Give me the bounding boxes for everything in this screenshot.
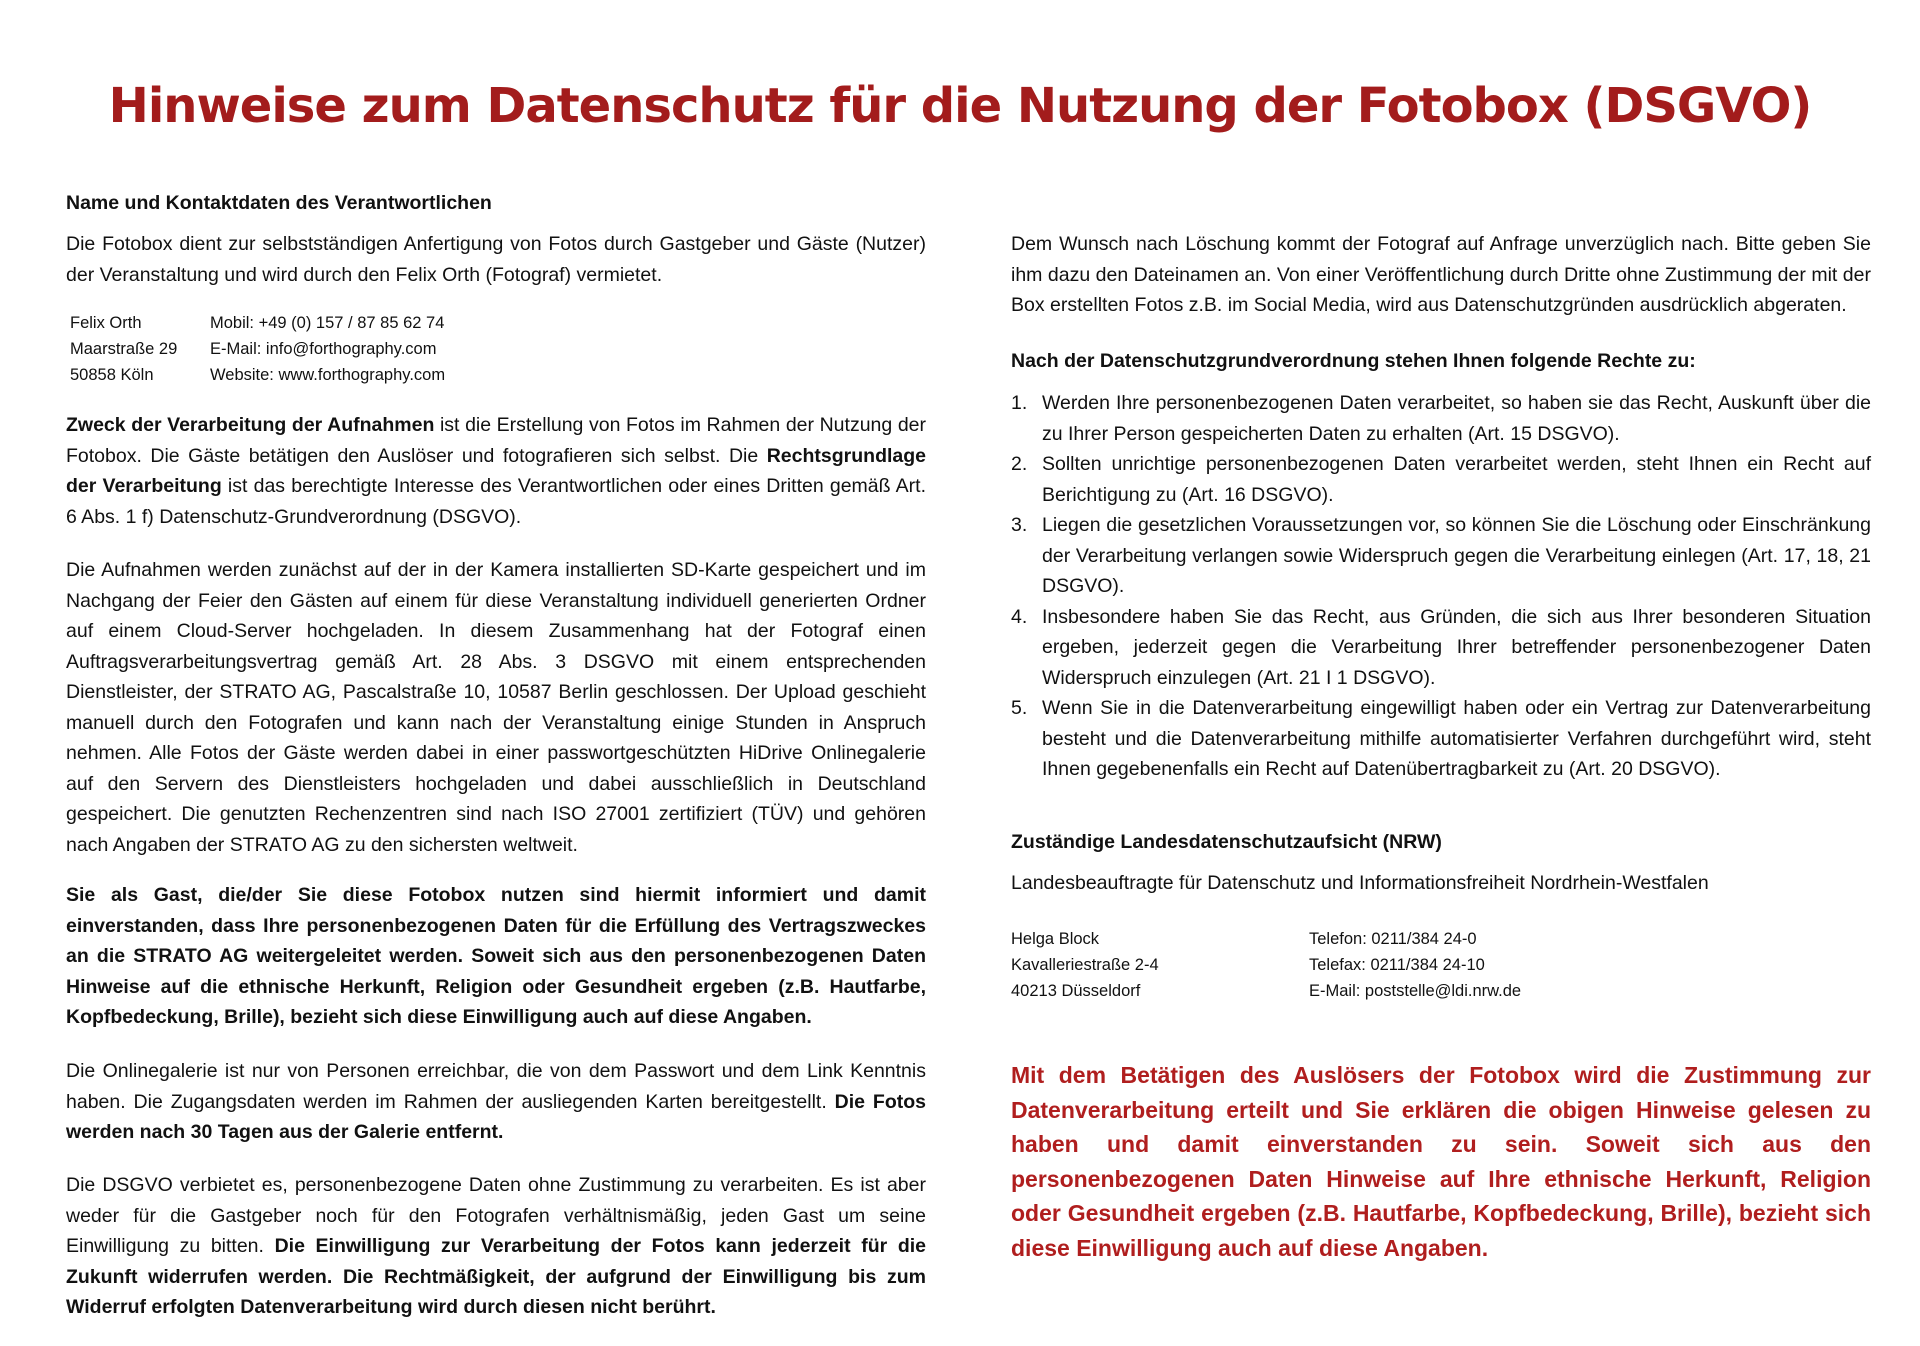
deletion-paragraph: Dem Wunsch nach Löschung kommt der Fotograf auf Anfrage unverzüglich nach. Bitte geben Sie ihm dazu den Dateinamen an. Von einer Veröffentlichung durch Dritte ohne Zustimmung der mit der Box erstellten Fotos z.B. im Social Media, wird aus Datenschutzgründen ausdrücklich abgeraten. (1011, 233, 1871, 316)
rights-item (1011, 510, 1871, 602)
rights-item (1011, 449, 1871, 510)
rights-item (1011, 388, 1871, 449)
dsgvo-paragraph (66, 1170, 926, 1323)
rights-item (1011, 602, 1871, 694)
authority-fax: Telefax: 0211/384 24-10 (1309, 956, 1485, 974)
rights-item-text: Wenn Sie in die Datenverarbeitung eingewilligt haben oder ein Vertrag zur Datenverarbeitung besteht und die Datenverarbeitung mithilfe automatisierter Verfahren durchgeführt wird, steht Ihnen gegebenenfalls ein Recht auf Datenübertragbarkeit zu (Art. 20 DSGVO). (1042, 697, 1871, 780)
gallery-paragraph (66, 1056, 926, 1148)
controller-street: Maarstraße 29 (70, 340, 178, 358)
guest-consent-paragraph: Sie als Gast, die/der Sie diese Fotobox nutzen sind hiermit informiert und damit einverstanden, dass Ihre personenbezogenen Daten für die Erfüllung des Vertragszweckes an die STRATO AG weitergeleitet werden. Soweit sich aus den personenbezogenen Daten Hinweise auf die ethnische Herkunft, Religion oder Gesundheit ergeben (z.B. Hautfarbe, Kopfbedeckung, Brille), bezieht sich diese Einwilligung auch auf diese Angaben. (66, 884, 926, 1028)
rights-item-number: 5. (1011, 697, 1028, 719)
rights-item-number: 4. (1011, 605, 1028, 628)
rights-item-text: Liegen die gesetzlichen Voraussetzungen vor, so können Sie die Löschung oder Einschränkung der Verarbeitung verlangen sowie Widerspruch gegen die Verarbeitung einlegen (Art. 17, 18, 21 DSGVO). (1042, 514, 1871, 597)
rights-item-text: Sollten unrichtige personenbezogenen Daten verarbeitet werden, steht Ihnen ein Recht auf Berichtigung zu (Art. 16 DSGVO). (1042, 453, 1871, 506)
controller-contact-block (66, 310, 445, 388)
rights-item-text: Werden Ihre personenbezogenen Daten verarbeitet, so haben sie das Recht, Auskunft über die zu Ihrer Person gespeicherten Daten zu erhalten (Art. 15 DSGVO). (1042, 392, 1871, 445)
authority-contact-block (1011, 926, 1521, 1004)
authority-email: E-Mail: poststelle@ldi.nrw.de (1309, 982, 1522, 1000)
purpose-text-1: ist die Erstellung von Fotos im Rahmen der Nutzung der Fotobox. Die Gäste betätigen den Auslöser und fotografieren sich selbst. Die (66, 414, 926, 467)
controller-city: 50858 Köln (70, 366, 154, 384)
rights-list (1011, 388, 1871, 785)
controller-heading: Name und Kontaktdaten des Verantwortlichen (66, 192, 492, 214)
rights-item-text: Insbesondere haben Sie das Recht, aus Gründen, die sich aus Ihrer besonderen Situation ergeben, jederzeit gegen die Verarbeitung Ihrer betreffender personenbezogener Daten Widerspruch einzulegen (Art. 21 I 1 DSGVO). (1042, 605, 1871, 689)
gallery-text: Die Onlinegalerie ist nur von Personen erreichbar, die von dem Passwort und dem Link Kenntnis haben. Die Zugangsdaten werden im Rahmen der ausliegenden Karten bereitgestellt. (66, 1060, 926, 1113)
page-title: Hinweise zum Datenschutz für die Nutzung der Fotobox (DSGVO) (108, 78, 1812, 134)
withdrawal-notice: Die Einwilligung zur Verarbeitung der Fotos kann jederzeit für die Zukunft widerrufen werden. Die Rechtmäßigkeit, der aufgrund der Einwilligung bis zum Widerruf erfolgten Datenverarbeitung wird durch diesen nicht berührt. (66, 1235, 926, 1318)
rights-item-number: 1. (1011, 392, 1028, 414)
controller-website: Website: www.forthography.com (210, 366, 446, 384)
gallery-deletion-notice: Die Fotos werden nach 30 Tagen aus der Galerie entfernt. (66, 1090, 926, 1143)
purpose-paragraph (66, 410, 926, 532)
authority-street: Kavalleriestraße 2-4 (1011, 956, 1159, 974)
authority-phone: Telefon: 0211/384 24-0 (1309, 930, 1477, 948)
rights-item-number: 3. (1011, 514, 1028, 536)
purpose-text-2: ist das berechtigte Interesse des Verantwortlichen oder eines Dritten gemäß Art. 6 Abs. 1 f) Datenschutz-Grundverordnung (DSGVO). (66, 475, 927, 528)
authority-heading: Zuständige Landesdatenschutzaufsicht (NRW) (1011, 831, 1442, 853)
consent-notice: Mit dem Betätigen des Auslösers der Fotobox wird die Zustimmung zur Datenverarbeitung erteilt und Sie erklären die obigen Hinweise gelesen zu haben und damit einverstanden zu sein. Soweit sich aus den personenbezogenen Daten Hinweise auf Ihre ethnische Herkunft, Religion oder Gesundheit ergeben (z.B. Hautfarbe, Kopfbedeckung, Brille), bezieht sich diese Einwilligung auch auf diese Angaben. (1011, 1062, 1871, 1261)
purpose-bold-term: Zweck der Verarbeitung der Aufnahmen (66, 414, 435, 436)
authority-city: 40213 Düsseldorf (1011, 982, 1141, 1000)
authority-person: Helga Block (1011, 930, 1100, 948)
legal-basis-bold-term: Rechtsgrundlage der Verarbeitung (66, 444, 926, 497)
authority-name: Landesbeauftragte für Datenschutz und Informationsfreiheit Nordrhein-Westfalen (1011, 872, 1709, 894)
rights-item (1011, 693, 1871, 785)
intro-paragraph: Die Fotobox dient zur selbstständigen Anfertigung von Fotos durch Gastgeber und Gäste (Nutzer) der Veranstaltung und wird durch den Felix Orth (Fotograf) vermietet. (66, 233, 926, 286)
rights-item-number: 2. (1011, 453, 1028, 475)
dsgvo-text: Die DSGVO verbietet es, personenbezogene Daten ohne Zustimmung zu verarbeiten. Es ist aber weder für die Gastgeber noch für den Fotografen verhältnismäßig, jeden Gast um seine Einwilligung zu bitten. (66, 1174, 926, 1257)
storage-paragraph: Die Aufnahmen werden zunächst auf der in der Kamera installierten SD-Karte gespeichert und im Nachgang der Feier den Gästen auf einem für diese Veranstaltung individuell generierten Ordner auf einem Cloud-Server hochgeladen. In diesem Zusammenhang hat der Fotograf einen Auftragsverarbeitungsvertrag gemäß Art. 28 Abs. 3 DSGVO mit einem entsprechenden Dienstleister, der STRATO AG, Pascalstraße 10, 10587 Berlin geschlossen. Der Upload geschieht manuell durch den Fotografen und kann nach der Veranstaltung einige Stunden in Anspruch nehmen. Alle Fotos der Gäste werden dabei in einer passwortgeschützten HiDrive Onlinegalerie auf den Servern des Dienstleisters hochgeladen und dabei ausschließlich in Deutschland gespeichert. Die genutzten Rechenzentren sind nach ISO 27001 zertifiziert (TÜV) und gehören nach Angaben der STRATO AG zu den sichersten weltweit. (66, 559, 926, 856)
rights-heading: Nach der Datenschutzgrundverordnung stehen Ihnen folgende Rechte zu: (1011, 350, 1696, 372)
controller-name: Felix Orth (70, 314, 142, 332)
controller-mobile: Mobil: +49 (0) 157 / 87 85 62 74 (210, 314, 445, 332)
controller-email: E-Mail: info@forthography.com (210, 340, 437, 358)
